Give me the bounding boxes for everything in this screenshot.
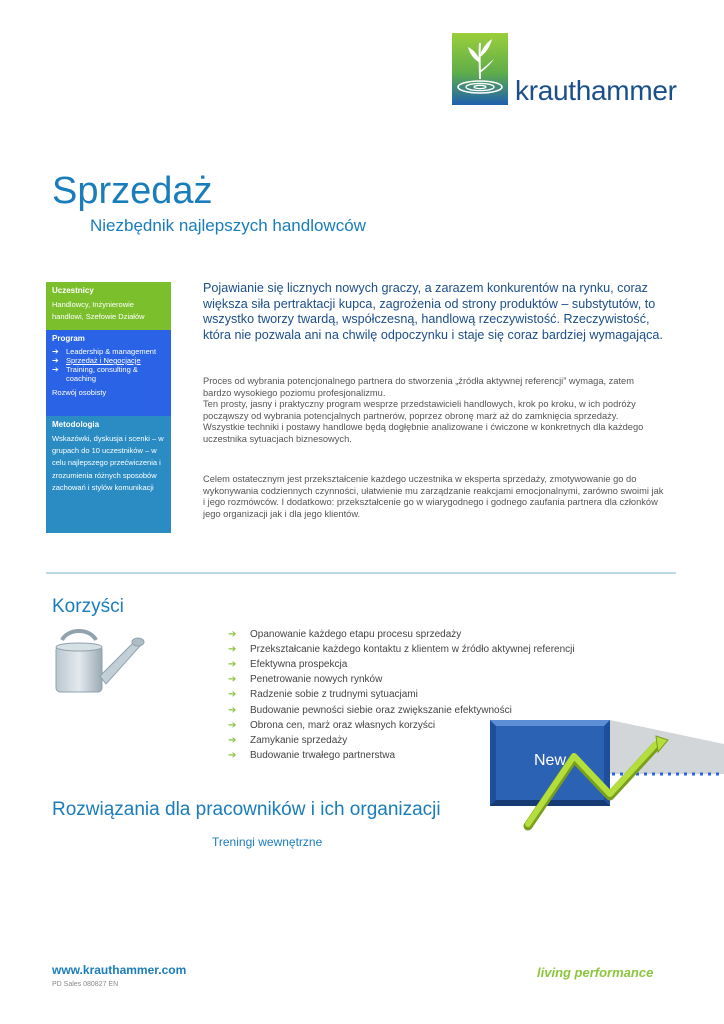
solutions-item: Treningi wewnętrzne (212, 835, 323, 849)
list-item: ➔ Przekształcanie każdego kontaktu z klientem w źródło aktywnej referencji (228, 644, 575, 656)
brand-tagline: living performance (537, 965, 654, 980)
participants-box (46, 282, 171, 330)
arrow-right-icon: ➔ (228, 749, 237, 761)
krauthammer-logo (452, 33, 676, 107)
program-item[interactable]: ➔ Training, consulting & coaching (52, 365, 138, 383)
list-item: ➔ Budowanie pewności siebie oraz zwiększanie efektywności (228, 704, 512, 716)
program-list (52, 347, 166, 383)
page-title: Sprzedaż (52, 170, 213, 212)
methodology-text: Wskazówki, dyskusja i scenki – w grupach do 10 uczestników – w celu najlepszego przećwiczenia i zrozumienia różnych sposobów zachowań i stylów komunikacji (52, 434, 164, 492)
list-item: ➔ Radzenie sobie z trudnymi sytuacjami (228, 689, 418, 701)
arrow-right-icon: ➔ (52, 356, 59, 365)
intro-lead: Pojawianie się licznych nowych graczy, a zarazem konkurentów na rynku, coraz większa siła pertraktacji kupca, zagrożenia od strony produktów – substytutów, to wszystko tworzy twardą, współczesną, handlową rzeczywistość. Rzeczywistość, która nie pozwala ani na chwilę odpoczynku i staje się coraz bardziej wymagająca. (203, 281, 663, 342)
arrow-right-icon: ➔ (228, 689, 237, 701)
new-badge-graphic (488, 720, 724, 832)
intro-body-1: Proces od wybrania potencjonalnego partnera do stworzenia „źródła aktywnej referencji” wymaga, zatem bardzo wysokiego poziomu profesjonalizmu. Ten prosty, jasny i praktyczny program wesprze przedstawicieli handlowych, krok po kroku, w ich podróży począwszy od wybrania potencjalnych partnerów, poprzez obronę marż aż do zamknięcia sprzedaży. Wszystkie techniki i postawy handlowe będą dogłębnie analizowane i ćwiczone w konkretnych dla każdego uczestnika sytuacjach biznesowych. (203, 376, 644, 444)
arrow-right-icon: ➔ (228, 734, 237, 746)
website-link[interactable]: www.krauthammer.com (52, 963, 187, 977)
intro-body-2: Celem ostatecznym jest przekształcenie każdego uczestnika w eksperta sprzedaży, zmotywowanie go do wykonywania codziennych czynności, ułatwienie mu zarządzanie reakcjami emocjonalnymi, zarówno swoimi jak i jego rozmówców. I dodatkowo: przekształcenie go w wiarygodnego i godnego zaufania partnera dla członków jego organizacji jak i dla jego klientów. (203, 474, 664, 519)
list-item: ➔ Efektywna prospekcja (228, 659, 348, 671)
methodology-heading: Metodologia (52, 420, 100, 429)
logo-wordmark: krauthammer (515, 75, 677, 106)
arrow-right-icon: ➔ (228, 644, 237, 656)
program-item-current[interactable]: ➔ Sprzedaż i Negocjacje (52, 356, 141, 365)
plant-water-logo-icon (452, 33, 508, 105)
participants-text: Handlowcy, Inżynierowie handlowi, Szefowie Działów (52, 300, 145, 321)
section-divider (46, 572, 676, 574)
arrow-right-icon: ➔ (228, 719, 237, 731)
info-sidebar (46, 282, 171, 533)
list-item: ➔ Penetrowanie nowych rynków (228, 674, 383, 686)
arrow-right-icon: ➔ (52, 347, 59, 356)
arrow-right-icon: ➔ (228, 629, 237, 641)
participants-heading: Uczestnicy (52, 286, 94, 295)
arrow-right-icon: ➔ (228, 659, 237, 671)
new-badge-label: New (533, 752, 567, 769)
program-note: Rozwój osobisty (52, 388, 107, 397)
page-subtitle: Niezbędnik najlepszych handlowców (90, 216, 366, 235)
solutions-heading: Rozwiązania dla pracowników i ich organizacji (52, 799, 441, 820)
benefits-heading: Korzyści (52, 596, 124, 617)
program-heading: Program (52, 334, 85, 343)
arrow-right-icon: ➔ (228, 674, 237, 686)
methodology-box (46, 416, 171, 533)
list-item: ➔ Zamykanie sprzedaży (228, 734, 348, 746)
program-box (46, 330, 171, 416)
program-item[interactable]: ➔ Leadership & management (52, 347, 157, 356)
list-item: ➔ Opanowanie każdego etapu procesu sprzedaży (228, 629, 462, 641)
arrow-right-icon: ➔ (52, 365, 59, 374)
list-item: ➔ Budowanie trwałego partnerstwa (228, 749, 396, 761)
watering-can-image (50, 628, 148, 696)
document-code: PD Sales 080827 EN (52, 981, 119, 988)
list-item: ➔ Obrona cen, marż oraz własnych korzyści (228, 719, 436, 731)
arrow-right-icon: ➔ (228, 704, 237, 716)
